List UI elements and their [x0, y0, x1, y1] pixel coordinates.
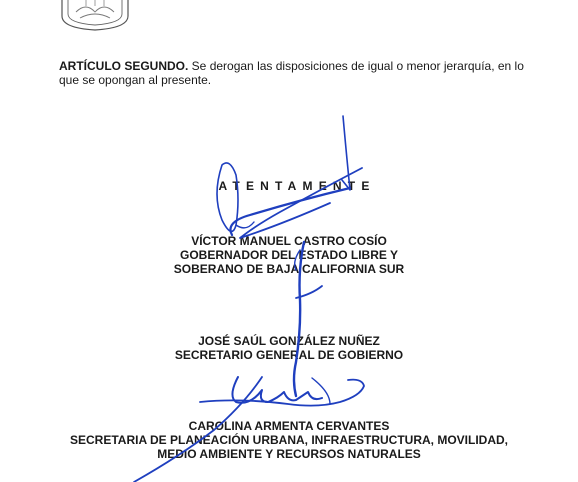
signatory-title: SECRETARIA DE PLANEACIÓN URBANA, INFRAESTRUCTURA, MOVILIDAD,	[70, 433, 508, 447]
article-paragraph	[59, 59, 539, 87]
closing-attention: ATENTAMENTE	[218, 179, 376, 193]
signatory-governor	[0, 234, 578, 276]
signature-urban-planning-secretary	[232, 377, 322, 403]
signatory-secretary-general	[0, 334, 578, 362]
signatory-urban-planning-secretary	[0, 419, 578, 461]
signatory-title: MEDIO AMBIENTE Y RECURSOS NATURALES	[157, 447, 421, 461]
state-seal-icon	[58, 0, 132, 32]
article-body: Se derogan las disposiciones de igual o menor jerarquía, en lo que se opongan al presente.	[59, 59, 524, 87]
signatory-name: VÍCTOR MANUEL CASTRO COSÍO	[191, 234, 387, 248]
signatory-title: SECRETARIO GENERAL DE GOBIERNO	[174, 348, 404, 362]
signatory-title: SOBERANO DE BAJA CALIFORNIA SUR	[173, 262, 405, 276]
signatory-name: JOSÉ SAÚL GONZÁLEZ NUÑEZ	[198, 334, 380, 348]
signatory-title: GOBERNADOR DEL ESTADO LIBRE Y	[179, 248, 399, 262]
article-heading: ARTÍCULO SEGUNDO.	[59, 59, 189, 73]
signatory-name: CAROLINA ARMENTA CERVANTES	[188, 419, 390, 433]
